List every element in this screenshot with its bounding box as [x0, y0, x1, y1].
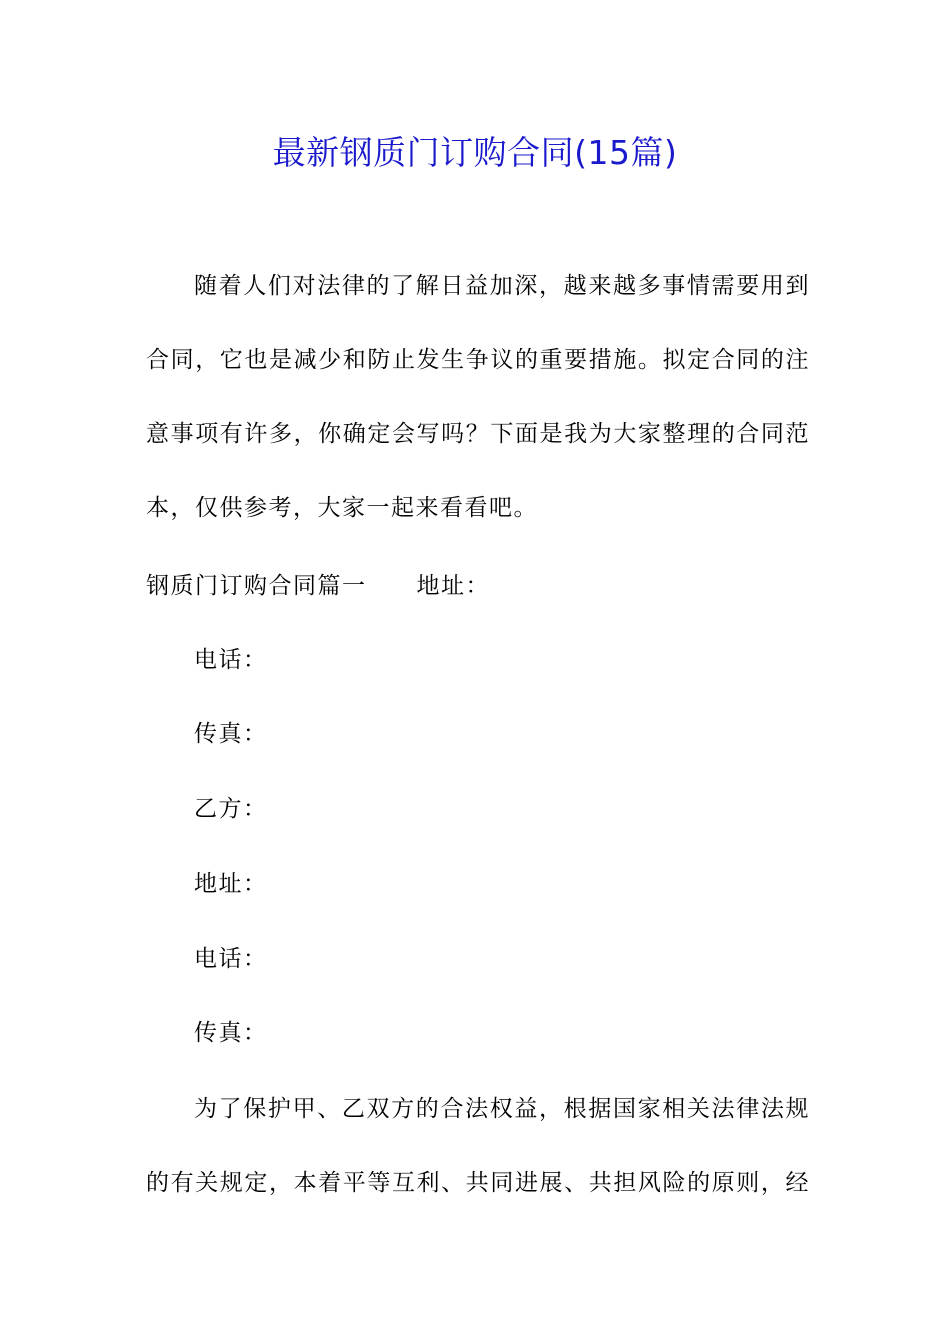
intro-line: 意事项有许多，你确定会写吗？下面是我为大家整理的合同范	[146, 421, 810, 447]
party-a-phone-label: 电话：	[194, 647, 268, 673]
body-line: 的有关规定，本着平等互利、共同进展、共担风险的原则，经	[146, 1170, 810, 1196]
intro-line: 本，仅供参考，大家一起来看看吧。	[146, 495, 538, 521]
intro-line: 随着人们对法律的了解日益加深，越来越多事情需要用到	[194, 273, 810, 299]
document-title: 最新钢质门订购合同(15篇)	[272, 133, 678, 172]
section-heading-line	[146, 566, 490, 606]
contract-body-paragraph	[146, 1089, 810, 1237]
intro-line: 合同，它也是减少和防止发生争议的重要措施。拟定合同的注	[146, 347, 810, 373]
party-a-address-label: 地址：	[416, 573, 490, 599]
party-b-label: 乙方：	[194, 796, 268, 822]
party-b-fax-label: 传真：	[194, 1020, 268, 1046]
section-heading: 钢质门订购合同篇一	[146, 573, 367, 599]
party-b-address-label: 地址：	[194, 871, 268, 897]
party-a-fax-label: 传真：	[194, 721, 268, 747]
body-line: 为了保护甲、乙双方的合法权益，根据国家相关法律法规	[194, 1096, 810, 1122]
intro-paragraph	[146, 266, 810, 562]
party-b-phone-label: 电话：	[194, 946, 268, 972]
